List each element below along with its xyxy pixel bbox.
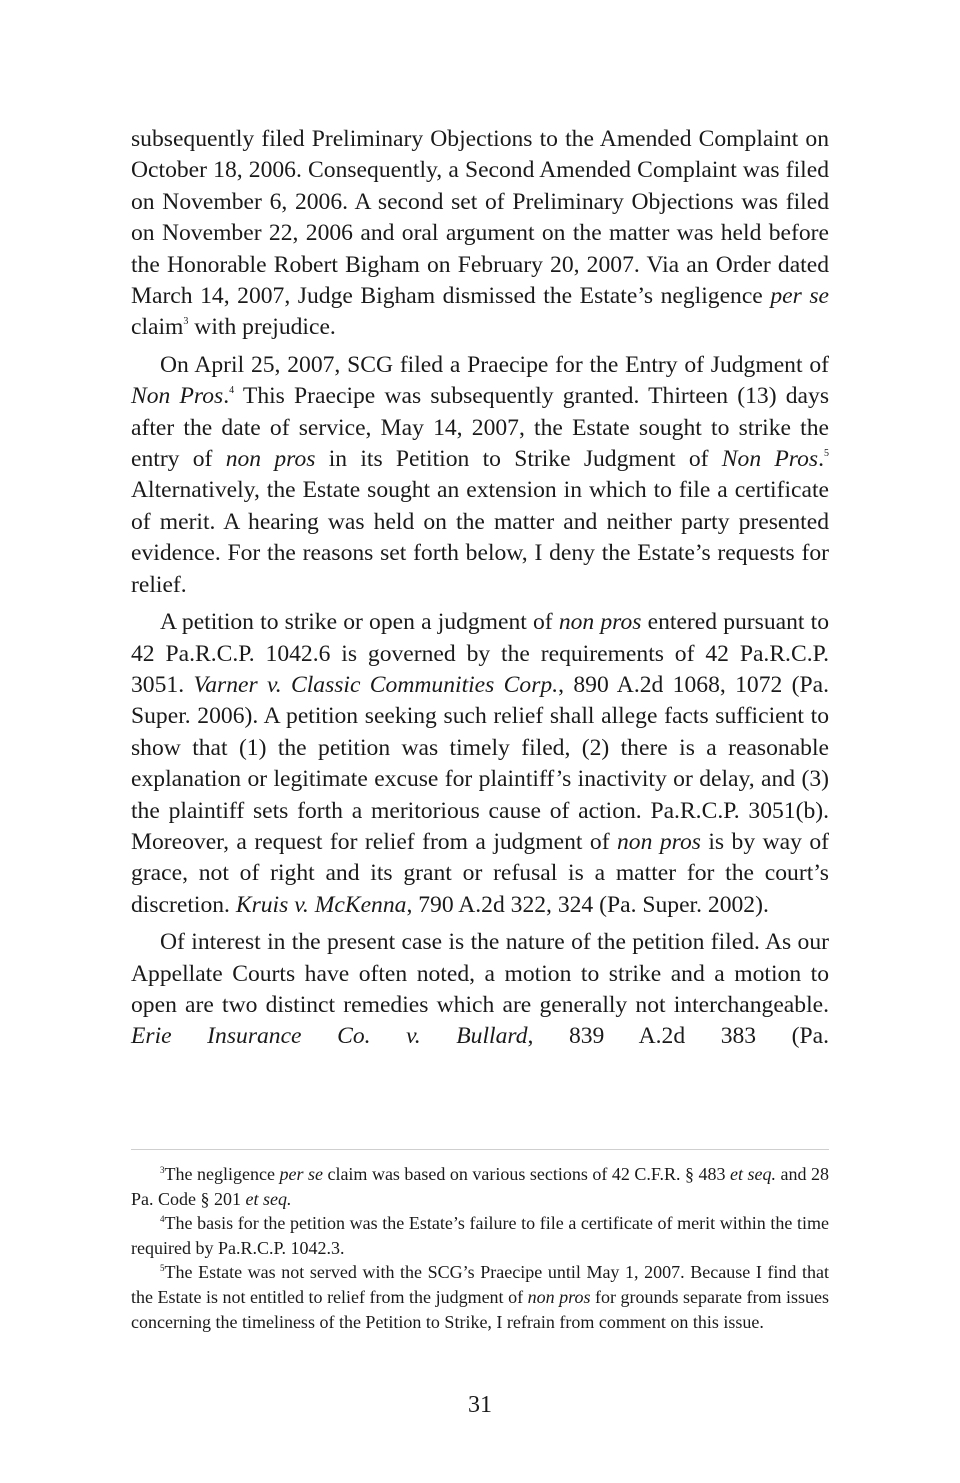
text-run: is by way of grace, not of right and its grant or refusal is a matter for the court’s discretion. [131,828,829,918]
text-run: . [818,446,824,473]
footnote-ref: 5 [160,1263,165,1274]
footnote-3 [131,1162,829,1211]
italic-text: Non Pros [721,446,819,473]
text-run: , 839 A.2d 383 (Pa. [527,1023,829,1050]
paragraph-4 [131,927,829,1053]
footnote-ref: 4 [160,1214,165,1225]
text-run: , 890 A.2d 1068, 1072 (Pa. Super. 2006). A petition seeking such relief shall allege facts sufficient to show that (1) the petition was timely filed, (2) there is a reasonable explanation or legitimate excuse for plaintiff’s inactivity or delay, and (3) the plaintiff sets forth a meritorious cause of action. Pa.R.C.P. 3051(b). Moreover, a request for relief from a judgment of [131,671,829,855]
text-run: subsequently filed Preliminary Objections to the Amended Complaint on October 18, 2006. Consequently, a Second Amended Complaint was filed on November 6, 2006. A second set of Preliminary Objections was filed on November 22, 2006 and oral argument on the matter was held before the Honorable Robert Bigham on February 20, 2007. Via an Order dated March 14, 2007, Judge Bigham dismissed the Estate’s negligence [131,126,829,310]
footnote-4 [131,1211,829,1260]
italic-text: Erie Insurance Co. v. Bullard [131,1023,528,1050]
footnote-ref: 3 [183,316,189,328]
text-run: The basis for the petition was the Estate’s failure to file a certificate of merit within the time required by Pa.R.C.P. 1042.3. [131,1213,829,1258]
paragraph-2 [131,350,829,601]
page-number: 31 [468,1392,492,1418]
text-run: On April 25, 2007, SCG filed a Praecipe for the Entry of Judgment of [160,351,829,378]
italic-text: per se [279,1164,323,1184]
text-run: and 28 Pa. Code § 201 [131,1164,829,1209]
text-run: with prejudice. [188,314,336,341]
italic-text: Varner v. Classic Communities Corp. [193,671,559,698]
text-run: A petition to strike or open a judgment of [160,609,559,636]
italic-text: Kruis v. McKenna [235,891,407,918]
italic-text: Non Pros [131,383,224,410]
text-run: Of interest in the present case is the nature of the petition filed. As our Appellate Courts have often noted, a motion to strike and a motion to open are two distinct remedies which are generally not interchangeable. [131,929,829,1018]
italic-text: non pros [527,1286,591,1307]
text-run: for grounds separate from issues concerning the timeliness of the Petition to Strike, I refrain from comment on this issue. [131,1286,829,1332]
text-run: entered pursuant to 42 Pa.R.C.P. 1042.6 is governed by the requirements of 42 Pa.R.C.P. 3051. [131,609,829,698]
italic-text: non pros [617,828,701,855]
italic-text: non pros [558,609,642,636]
text-run: The Estate was not served with the SCG’s Praecipe until May 1, 2007. Because I find that the Estate is not entitled to relief from the judgment of [131,1262,829,1307]
text-run: , 790 A.2d 322, 324 (Pa. Super. 2002). [406,891,769,918]
text-run: in its Petition to Strike Judgment of [315,446,722,473]
footnote-ref: 4 [229,385,235,397]
text-run: . [223,383,230,410]
italic-text: non pros [225,446,316,473]
footnote-ref: 5 [824,448,829,460]
text-run: claim [131,314,184,341]
footnote-ref: 3 [160,1165,165,1175]
footnotes [131,1149,829,1334]
paragraph-3 [131,607,829,921]
document-body [131,124,829,1059]
text-run: This Praecipe was subsequently granted. Thirteen (13) days after the date of service, May 14, 2007, the Estate sought to strike the entry of [131,383,829,473]
text-run: claim was based on various sections of 42 C.F.R. § 483 [322,1164,730,1184]
text-run: The negligence [164,1164,280,1184]
italic-text: et seq. [245,1188,292,1209]
footnote-5 [131,1260,829,1334]
italic-text: per se [770,283,829,310]
italic-text: et seq. [730,1164,776,1184]
paragraph-1 [131,124,829,344]
text-run: Alternatively, the Estate sought an extension in which to file a certificate of merit. A hearing was held on the matter and neither party presented evidence. For the reasons set forth below, I deny the Estate’s requests for relief. [131,477,829,598]
